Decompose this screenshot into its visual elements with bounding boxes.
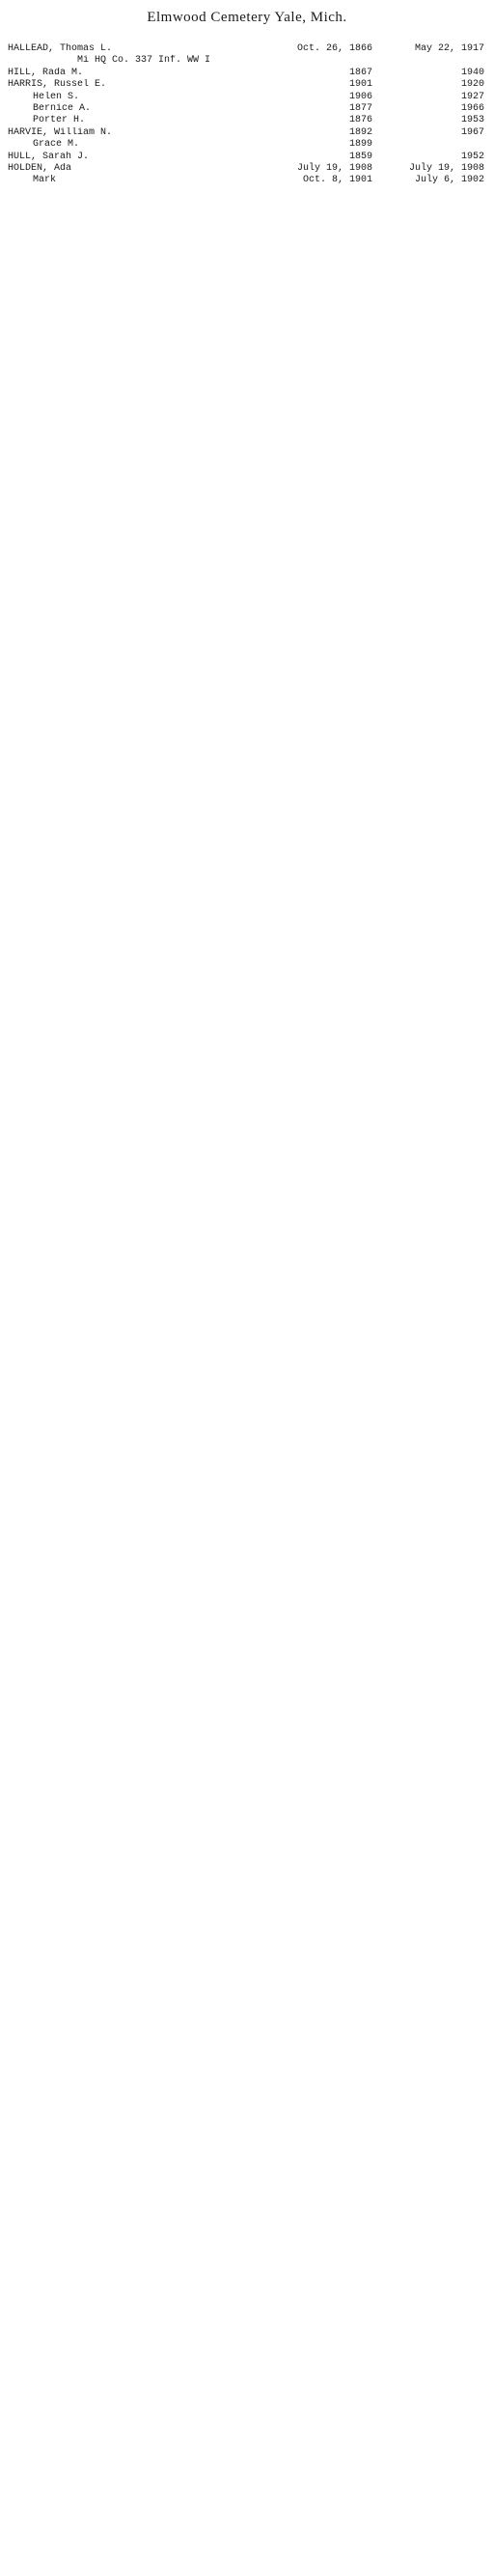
record-row bbox=[8, 43, 486, 55]
record-name: HARVIE, William N. bbox=[8, 126, 113, 138]
record-name: Helen S. bbox=[33, 91, 80, 102]
record-name: HULL, Sarah J. bbox=[8, 151, 90, 162]
record-name: Mark bbox=[33, 175, 57, 186]
record-name: Mi HQ Co. 337 Inf. WW I bbox=[77, 55, 211, 67]
record-born: 1859 bbox=[348, 151, 372, 162]
record-name: Bernice A. bbox=[33, 103, 92, 115]
record-row bbox=[8, 152, 486, 163]
record-died: 1952 bbox=[460, 151, 484, 162]
record-died: 1927 bbox=[460, 91, 484, 102]
record-born: 1901 bbox=[348, 79, 372, 91]
record-died: 1940 bbox=[460, 67, 484, 78]
record-died: 1967 bbox=[460, 126, 484, 138]
record-row bbox=[8, 55, 486, 67]
record-row bbox=[8, 103, 486, 115]
record-died: July 6, 1902 bbox=[414, 175, 484, 186]
record-born: 1867 bbox=[348, 67, 372, 78]
record-died: May 22, 1917 bbox=[414, 43, 484, 54]
record-born: 1899 bbox=[348, 139, 372, 151]
record-row bbox=[8, 163, 486, 175]
record-row bbox=[8, 68, 486, 79]
record-died: 1953 bbox=[460, 115, 484, 126]
record-name: HARRIS, Russel E. bbox=[8, 79, 107, 91]
record-row bbox=[8, 175, 486, 186]
record-row bbox=[8, 79, 486, 91]
page-title: Elmwood Cemetery Yale, Mich. bbox=[147, 10, 347, 25]
record-row bbox=[8, 127, 486, 139]
record-born: Oct. 8, 1901 bbox=[302, 175, 372, 186]
record-born: 1877 bbox=[348, 103, 372, 115]
record-row bbox=[8, 139, 486, 151]
record-born: July 19, 1908 bbox=[296, 163, 372, 175]
record-died: July 19, 1908 bbox=[408, 163, 484, 175]
record-name: HOLDEN, Ada bbox=[8, 163, 72, 175]
records-list bbox=[8, 43, 486, 187]
record-row bbox=[8, 115, 486, 126]
record-born: 1906 bbox=[348, 91, 372, 102]
record-born: 1892 bbox=[348, 126, 372, 138]
record-born: 1876 bbox=[348, 115, 372, 126]
record-row bbox=[8, 92, 486, 103]
record-died: 1966 bbox=[460, 103, 484, 115]
record-name: HALLEAD, Thomas L. bbox=[8, 43, 113, 54]
record-born: Oct. 26, 1866 bbox=[296, 43, 372, 54]
record-name: Grace M. bbox=[33, 139, 80, 151]
record-died: 1920 bbox=[460, 79, 484, 91]
record-name: Porter H. bbox=[33, 115, 86, 126]
record-name: HILL, Rada M. bbox=[8, 67, 84, 78]
